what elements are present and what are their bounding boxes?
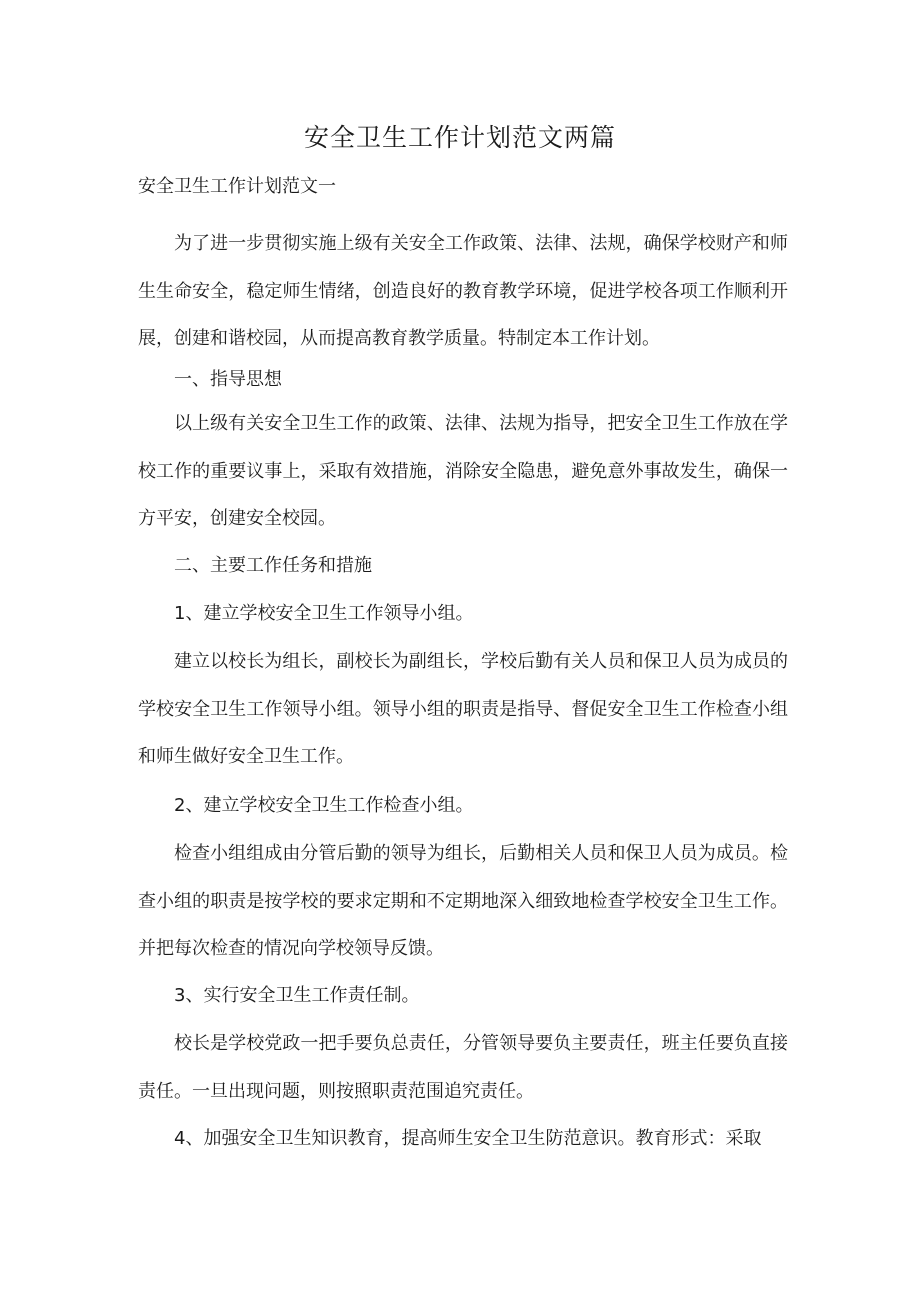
item-1-paragraph: 建立以校长为组长，副校长为副组长，学校后勤有关人员和保卫人员为成员的学校安全卫生工作领导小组。领导小组的职责是指导、督促安全卫生工作检查小组和师生做好安全卫生工作。: [138, 651, 788, 767]
heading-main-tasks: 二、主要工作任务和措施: [174, 555, 372, 576]
heading-guiding-ideology: 一、指导思想: [174, 369, 282, 390]
paragraph-intro: 为了进一步贯彻实施上级有关安全工作政策、法律、法规，确保学校财产和师生生命安全，稳定师生情绪，创造良好的教育教学环境，促进学校各项工作顺利开展，创建和谐校园，从而提高教育教学质量。特制定本工作计划。: [138, 233, 788, 349]
item-3-heading: 3、实行安全卫生工作责任制。: [174, 985, 420, 1006]
item-3-paragraph: 校长是学校党政一把手要负总责任，分管领导要负主要责任，班主任要负直接责任。一旦出现问题，则按照职责范围追究责任。: [138, 1033, 788, 1102]
item-4-paragraph: 4、加强安全卫生知识教育，提高师生安全卫生防范意识。教育形式：采取: [174, 1128, 762, 1149]
document-title: 安全卫生工作计划范文两篇: [303, 123, 616, 152]
paragraph-guiding-ideology: 以上级有关安全卫生工作的政策、法律、法规为指导，把安全卫生工作放在学校工作的重要议事上，采取有效措施，消除安全隐患，避免意外事故发生，确保一方平安，创建安全校园。: [138, 413, 788, 529]
item-2-paragraph: 检查小组组成由分管后勤的领导为组长，后勤相关人员和保卫人员为成员。检查小组的职责是按学校的要求定期和不定期地深入细致地检查学校安全卫生工作。并把每次检查的情况向学校领导反馈。: [138, 843, 788, 959]
item-1-heading: 1、建立学校安全卫生工作领导小组。: [174, 603, 474, 624]
document-subtitle: 安全卫生工作计划范文一: [138, 176, 336, 197]
item-2-heading: 2、建立学校安全卫生工作检查小组。: [174, 795, 474, 816]
